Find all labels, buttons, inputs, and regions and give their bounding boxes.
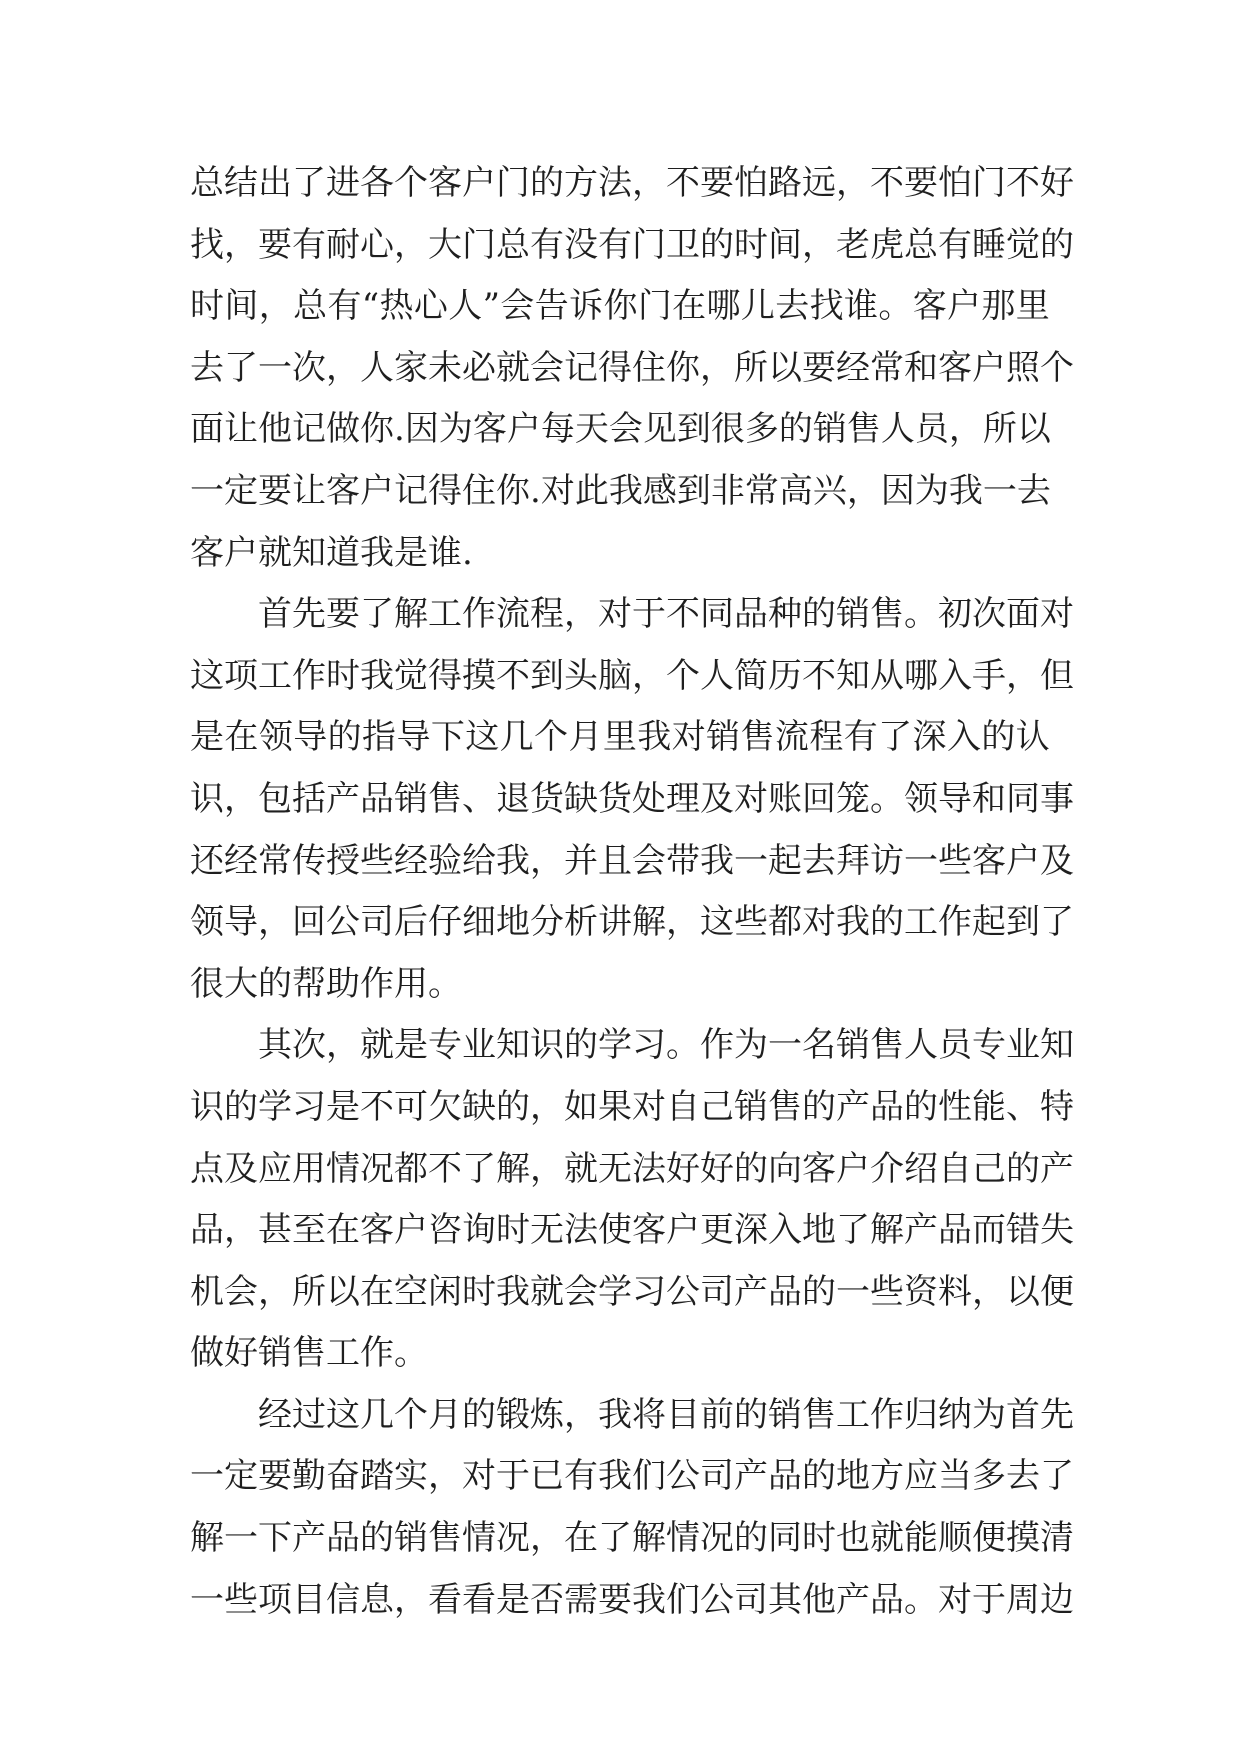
- text-line: 领 导 ， 回 公 司 后 仔 细 地 分 析 讲 解 ， 这 些 都 对 我 的 工 作 起 到 了: [190, 902, 1074, 943]
- text-line: 去 了 一 次 ， 人 家 未 必 就 会 记 得 住 你 ， 所 以 要 经 常 和 客 户 照 个: [190, 347, 1074, 388]
- text-line: 识 的 学 习 是 不 可 欠 缺 的 ， 如 果 对 自 己 销 售 的 产 品 的 性 能 、 特: [190, 1086, 1074, 1127]
- text-line: 品 ， 甚 至 在 客 户 咨 询 时 无 法 使 客 户 更 深 入 地 了 解 产 品 而 错 失: [190, 1210, 1074, 1251]
- text-line: 是 在 领 导 的 指 导 下 这 几 个 月 里 我 对 销 售 流 程 有 了 深 入 的 认: [190, 717, 1050, 758]
- text-line: 找 ， 要 有 耐 心 ， 大 门 总 有 没 有 门 卫 的 时 间 ， 老 虎 总 有 睡 觉 的: [190, 224, 1074, 265]
- text-line: 这 项 工 作 时 我 觉 得 摸 不 到 头 脑 ， 个 人 简 历 不 知 从 哪 入 手 ， 但: [190, 655, 1074, 696]
- text-line: 面 让 他 记 做 你 . 因 为 客 户 每 天 会 见 到 很 多 的 销 售 人 员 ， 所 以: [190, 409, 1051, 450]
- paragraph-4: [190, 1385, 1074, 1631]
- text-line: 一 定 要 让 客 户 记 得 住 你 . 对 此 我 感 到 非 常 高 兴 ， 因 为 我 一 去: [190, 470, 1051, 511]
- paragraph-3: [190, 1015, 1074, 1385]
- text-line: 一 些 项 目 信 息 ， 看 看 是 否 需 要 我 们 公 司 其 他 产 品 。 对 于 周 边: [190, 1579, 1074, 1620]
- text-line: 点 及 应 用 情 况 都 不 了 解 ， 就 无 法 好 好 的 向 客 户 介 绍 自 己 的 产: [190, 1148, 1074, 1189]
- text-line: 其 次 ， 就 是 专 业 知 识 的 学 习 。 作 为 一 名 销 售 人 员 专 业 知: [258, 1025, 1074, 1066]
- text-line: 首 先 要 了 解 工 作 流 程 ， 对 于 不 同 品 种 的 销 售 。 初 次 面 对: [258, 594, 1074, 635]
- text-line: 还 经 常 传 授 些 经 验 给 我 ， 并 且 会 带 我 一 起 去 拜 访 一 些 客 户 及: [190, 840, 1074, 881]
- paragraph-1: [190, 153, 1074, 584]
- text-line: 一 定 要 勤 奋 踏 实 ， 对 于 已 有 我 们 公 司 产 品 的 地 方 应 当 多 去 了: [190, 1456, 1074, 1497]
- text-line: 很大的帮助作用。: [190, 963, 462, 1004]
- text-line: 做好销售工作。: [190, 1333, 428, 1374]
- text-line: 时 间 ， 总 有 “ 热 心 人 ” 会 告 诉 你 门 在 哪 儿 去 找 谁 。 客 户 那 里: [190, 286, 1050, 327]
- text-line: 总 结 出 了 进 各 个 客 户 门 的 方 法 ， 不 要 怕 路 远 ， 不 要 怕 门 不 好: [190, 163, 1074, 203]
- text-line: 识 ， 包 括 产 品 销 售 、 退 货 缺 货 处 理 及 对 账 回 笼 。 领 导 和 同 事: [190, 778, 1074, 819]
- text-line: 机 会 ， 所 以 在 空 闲 时 我 就 会 学 习 公 司 产 品 的 一 些 资 料 ， 以 便: [190, 1271, 1074, 1312]
- paragraph-2: [190, 584, 1074, 1015]
- text-line: 经 过 这 几 个 月 的 锻 炼 ， 我 将 目 前 的 销 售 工 作 归 纳 为 首 先: [258, 1394, 1074, 1435]
- text-line: 解 一 下 产 品 的 销 售 情 况 ， 在 了 解 情 况 的 同 时 也 就 能 顺 便 摸 清: [190, 1518, 1074, 1559]
- document-body: [190, 153, 1074, 1631]
- text-line: 客户就知道我是谁.: [190, 532, 473, 573]
